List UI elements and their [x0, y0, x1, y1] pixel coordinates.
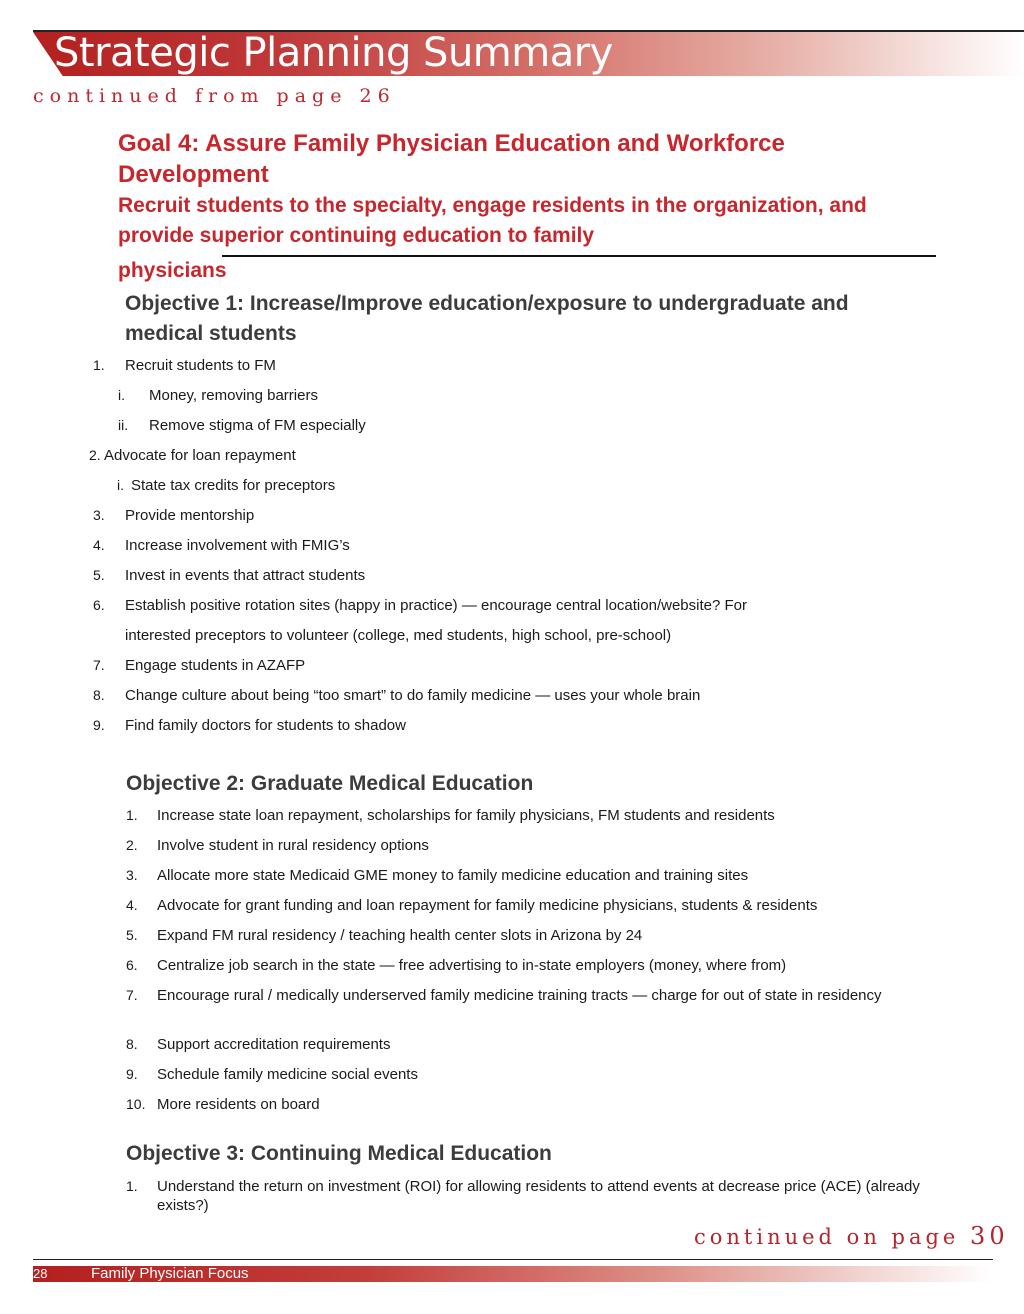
list-item: Expand FM rural residency / teaching health center slots in Arizona by 24: [157, 927, 643, 944]
list-item: Find family doctors for students to shadow: [125, 717, 406, 734]
list-item: Remove stigma of FM especially: [149, 417, 366, 434]
list-item: State tax credits for preceptors: [131, 477, 336, 494]
continued-on-page: 30: [970, 1222, 1009, 1250]
list-item: Establish positive rotation sites (happy in practice) — encourage central location/website? For: [125, 597, 747, 614]
list-number: 8.: [126, 1036, 138, 1052]
list-item: Invest in events that attract students: [125, 567, 366, 584]
goal-divider: [222, 255, 936, 257]
page-title: Strategic Planning Summary: [54, 30, 613, 76]
list-number: ii.: [118, 417, 129, 433]
list-number: 1.: [126, 1178, 138, 1194]
list-item: Allocate more state Medicaid GME money to family medicine education and training sites: [157, 867, 749, 884]
objective-1-heading: Objective 1: Increase/Improve education/exposure to undergraduate and medical students: [125, 292, 849, 345]
continued-from-label: continued from page 26: [33, 85, 396, 107]
list-item: Increase involvement with FMIG’s: [125, 537, 350, 554]
goal-subtitle-last-line: physicians: [118, 259, 227, 282]
list-number: 5.: [126, 927, 138, 943]
list-number: 4.: [126, 897, 138, 913]
continued-on-label: [694, 1222, 1009, 1250]
goal-subtitle: Recruit students to the specialty, engage residents in the organization, and provide superior continuing education to family: [118, 194, 867, 247]
list-number: 10.: [126, 1096, 146, 1112]
list-number: 8.: [93, 687, 105, 703]
list-item: Advocate for loan repayment: [104, 447, 296, 464]
list-number: 1.: [93, 357, 105, 373]
list-item-continuation: interested preceptors to volunteer (college, med students, high school, pre-school): [125, 627, 672, 644]
continued-on-text: continued on page: [694, 1225, 960, 1249]
list-number: 7.: [93, 657, 105, 673]
goal-title: Goal 4: Assure Family Physician Education and Workforce Development: [118, 130, 785, 188]
list-item: Support accreditation requirements: [157, 1036, 391, 1053]
list-item: Money, removing barriers: [149, 387, 318, 404]
list-item: Engage students in AZAFP: [125, 657, 306, 674]
list-item: Centralize job search in the state — free advertising to in-state employers (money, where from): [157, 957, 787, 974]
objective-2-heading: Objective 2: Graduate Medical Education: [126, 772, 534, 795]
list-number: 5.: [93, 567, 105, 583]
list-number: 3.: [93, 507, 105, 523]
list-item: More residents on board: [157, 1096, 320, 1113]
list-item: Provide mentorship: [125, 507, 255, 524]
list-item: Encourage rural / medically underserved family medicine training tracts — charge for out of state in residency: [157, 987, 882, 1004]
list-number: 6.: [93, 597, 105, 613]
list-item: Increase state loan repayment, scholarships for family physicians, FM students and residents: [157, 807, 775, 824]
list-number: 6.: [126, 957, 138, 973]
list-number: i.: [118, 387, 125, 403]
list-number: 2.: [89, 447, 101, 463]
list-number: 7.: [126, 987, 138, 1003]
footer-publication: Family Physician Focus: [91, 1265, 249, 1282]
list-item: Understand the return on investment (ROI) for allowing residents to attend events at decrease price (ACE) (already exists?): [157, 1178, 920, 1214]
list-item: Recruit students to FM: [125, 357, 276, 374]
list-number: 4.: [93, 537, 105, 553]
footer-rule: [33, 1259, 993, 1260]
list-item: Change culture about being “too smart” to do family medicine — uses your whole brain: [125, 687, 701, 704]
list-number: i.: [117, 477, 124, 493]
objective-3-heading: Objective 3: Continuing Medical Education: [126, 1142, 552, 1165]
list-number: 9.: [126, 1066, 138, 1082]
list-number: 2.: [126, 837, 138, 853]
list-number: 3.: [126, 867, 138, 883]
list-number: 1.: [126, 807, 138, 823]
list-number: 9.: [93, 717, 105, 733]
list-item: Schedule family medicine social events: [157, 1066, 418, 1083]
footer-page-number: 28: [33, 1266, 48, 1281]
list-item: Involve student in rural residency options: [157, 837, 429, 854]
list-item: Advocate for grant funding and loan repayment for family medicine physicians, students & residents: [157, 897, 818, 914]
